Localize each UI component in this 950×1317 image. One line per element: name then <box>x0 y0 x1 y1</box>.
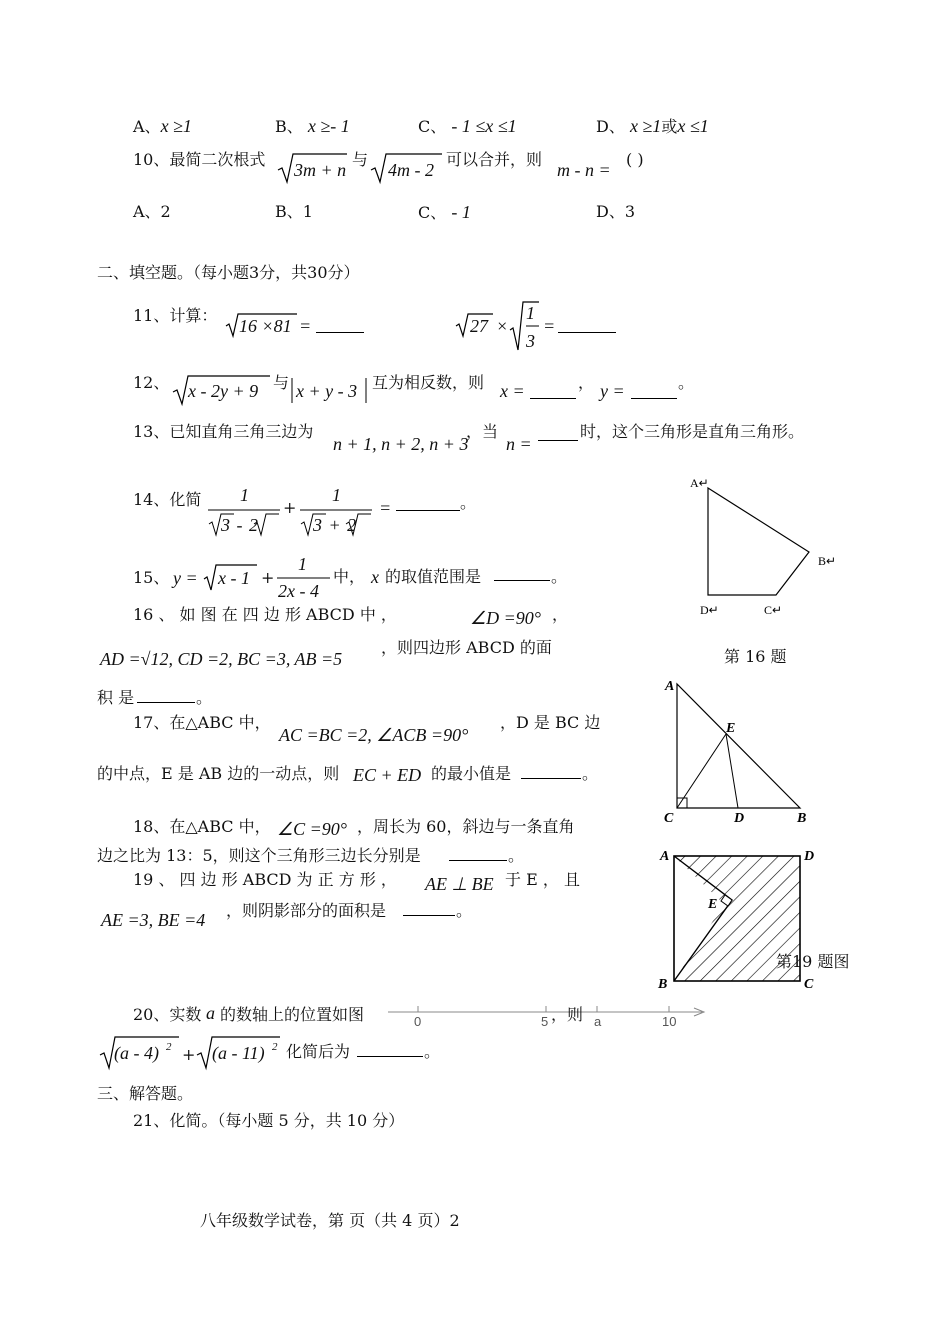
q17-text2: ，D 是 BC 边 <box>500 713 601 732</box>
q10-suffix: 可以合并，则 <box>446 150 543 169</box>
q14-answer-blank[interactable] <box>396 496 460 511</box>
q16-answer-blank[interactable] <box>137 688 195 703</box>
q10-radicand-1: 3m + n <box>294 160 347 180</box>
q13-text2: ，当 <box>466 422 499 441</box>
q16-caption: 第 16 题 <box>724 647 787 666</box>
q10-answer-paren: ( ) <box>626 150 644 169</box>
q18-line2: 边之比为 13：5，则这个三角形三边长分别是 <box>97 846 421 865</box>
q11-times: × <box>496 316 509 336</box>
q16-text: ，则四边形 ABCD 的面 <box>381 638 552 657</box>
q20-sup-1: 2 <box>166 1041 172 1053</box>
q21-heading: 21、化简。（每小题 5 分，共 10 分） <box>133 1111 405 1130</box>
q16-line3: 积 是 <box>97 688 135 707</box>
number-line-label-0: 0 <box>414 1014 422 1029</box>
vertex-label-c: C <box>804 977 814 992</box>
q14-end: 。 <box>460 493 477 512</box>
q14-equals: = <box>379 498 392 518</box>
q11-equals-2: = <box>543 316 556 336</box>
q16-end: 。 <box>196 688 213 707</box>
q18-text1: 18、在△ABC 中， <box>133 817 271 836</box>
q20-var-a: a <box>206 1003 215 1023</box>
q13-text3: 时，这个三角形是直角三角形。 <box>580 422 805 441</box>
q12-label: 12、 <box>133 373 170 392</box>
segment-ed <box>726 734 738 808</box>
q17-expr: EC + ED <box>353 765 422 785</box>
q16-comma: ， <box>552 605 569 624</box>
q12-end: 。 <box>678 373 695 392</box>
q15-answer-blank[interactable] <box>494 566 550 581</box>
q13-answer-blank[interactable] <box>538 426 578 441</box>
q15-frac-den: 2x - 4 <box>278 581 319 601</box>
q13-n-eq: n = <box>506 434 532 454</box>
q17-line2a: 的中点，E 是 AB 边的一动点，则 <box>97 764 340 783</box>
q20-text2: 的数轴上的位置如图 <box>220 1005 365 1024</box>
q19-text2: 于 E ， 且 <box>505 870 580 889</box>
point-label-e: E <box>708 897 718 912</box>
q15-frac-num: 1 <box>298 554 307 574</box>
q18-end: 。 <box>508 846 525 865</box>
page-footer: 八年级数学试卷，第 页（共 4 页）2 <box>200 1211 460 1230</box>
triangle-abc <box>677 684 800 808</box>
q12-mid: 与 <box>273 373 290 392</box>
q20-text4: 化简后为 <box>286 1042 351 1061</box>
q17-answer-blank[interactable] <box>521 764 581 779</box>
q16-quadrilateral-figure <box>690 475 840 620</box>
q9-option-b: B、 x ≥- 1 <box>275 116 350 136</box>
q18-text2: ，周长为 60，斜边与一条直角 <box>357 817 575 836</box>
q20-answer-blank[interactable] <box>357 1042 423 1057</box>
q10-expr: m - n = <box>557 160 611 180</box>
q20-plus: + <box>182 1045 196 1064</box>
q18-angle: ∠C =90° <box>277 819 347 839</box>
q11-answer-blank-1[interactable] <box>316 318 364 333</box>
q16-given: AD =√12, CD =2, BC =3, AB =5 <box>100 649 343 669</box>
vertex-label-a: A <box>660 849 670 864</box>
vertex-label-b: B↵ <box>818 554 837 568</box>
q10-option-c: C、 - 1 <box>418 202 471 222</box>
vertex-label-c: C↵ <box>764 603 783 617</box>
q11-radical-3 <box>509 300 541 352</box>
q12-y-eq: y = <box>600 381 625 401</box>
q17-line2b: 的最小值是 <box>431 764 512 783</box>
q11-label: 11、计算： <box>133 306 218 325</box>
q17-end: 。 <box>582 764 599 783</box>
q14-plus: + <box>283 498 297 517</box>
vertex-label-d: D <box>804 849 815 864</box>
q14-num-1: 1 <box>240 485 249 505</box>
vertex-label-a: A <box>665 679 675 694</box>
q10-option-a: A、2 <box>133 202 171 221</box>
q10-option-b: B、1 <box>275 202 313 221</box>
q14-den-2: 3 + 2 <box>313 515 358 535</box>
q15-text2: 的取值范围是 <box>385 567 482 586</box>
q9-option-d: D、 x ≥1或x ≤1 <box>596 116 709 136</box>
q20-text1: 20、实数 <box>133 1005 202 1024</box>
q14-num-2: 1 <box>332 485 341 505</box>
q19-condition: AE ⊥ BE <box>425 874 494 894</box>
q19-given: AE =3, BE =4 <box>101 910 206 930</box>
q20-text3: ，则 <box>551 1005 584 1024</box>
q12-x-blank[interactable] <box>530 384 576 399</box>
q19-text3: ，则阴影部分的面积是 <box>226 901 387 920</box>
q12-comma: ， <box>578 373 595 392</box>
q15-y-eq: y = <box>173 568 198 588</box>
point-label-e: E <box>726 721 736 736</box>
q12-x-eq: x = <box>500 381 525 401</box>
number-line-label-5: 5 <box>541 1014 549 1029</box>
q11-frac-num: 1 <box>526 303 535 323</box>
q19-text1: 19 、 四 边 形 ABCD 为 正 方 形 ， <box>133 870 397 889</box>
section-3-heading: 三、解答题。 <box>97 1084 194 1103</box>
q19-answer-blank[interactable] <box>403 901 455 916</box>
q20-sup-2: 2 <box>272 1041 278 1053</box>
vertex-label-a: A↵ <box>690 476 709 490</box>
point-label-d: D <box>734 811 745 826</box>
q20-expr-1: (a - 4) <box>114 1043 159 1063</box>
q9-option-a: A、x ≥1 <box>133 116 192 136</box>
q12-text: 互为相反数，则 <box>372 373 485 392</box>
number-line-label-a: a <box>594 1014 602 1029</box>
q17-text1: 17、在△ABC 中， <box>133 713 271 732</box>
q18-answer-blank[interactable] <box>449 846 507 861</box>
q9-option-c: C、 - 1 ≤x ≤1 <box>418 116 517 136</box>
q15-x: x <box>371 567 379 587</box>
q13-text1: 13、已知直角三角三边为 <box>133 422 314 441</box>
q17-triangle-figure <box>660 672 820 832</box>
q15-frac-bar <box>276 576 332 580</box>
q17-condition: AC =BC =2, ∠ACB =90° <box>279 725 469 745</box>
q11-answer-blank-2[interactable] <box>558 318 616 333</box>
q11-frac-den: 3 <box>526 331 535 351</box>
q10-radicand-2: 4m - 2 <box>388 160 434 180</box>
segment-ce <box>677 734 726 808</box>
q11-equals-1: = <box>299 316 312 336</box>
q13-sides: n + 1, n + 2, n + 3 <box>333 434 469 454</box>
vertex-label-c: C <box>664 811 674 826</box>
q20-end: 。 <box>424 1042 441 1061</box>
number-line-label-10: 10 <box>662 1014 677 1029</box>
q16-line1: 16 、 如 图 在 四 边 形 ABCD 中 ， <box>133 605 397 624</box>
q10-mid: 与 <box>352 150 369 169</box>
vertex-label-b: B <box>797 811 807 826</box>
q10-prefix: 10、最简二次根式 <box>133 150 266 169</box>
q16-angle: ∠D =90° <box>470 608 541 628</box>
vertex-label-d: D↵ <box>700 603 719 617</box>
quadrilateral-abcd <box>708 488 809 595</box>
section-2-heading: 二、填空题。（每小题3分，共30分） <box>97 263 360 282</box>
q11-radicand-1: 16 ×81 <box>239 316 292 336</box>
q15-text: 中， <box>333 567 366 586</box>
q12-radicand: x - 2y + 9 <box>188 381 259 401</box>
q10-option-d: D、3 <box>596 202 636 221</box>
q19-caption: 第19 题图 <box>776 952 850 971</box>
q12-abs-expr: x + y - 3 <box>296 381 358 401</box>
vertex-label-b: B <box>658 977 668 992</box>
q15-radicand: x - 1 <box>218 568 250 588</box>
q12-y-blank[interactable] <box>631 384 677 399</box>
q11-radicand-2: 27 <box>470 316 488 336</box>
q15-plus: + <box>261 568 275 587</box>
q14-den-1: 3 - 2 <box>221 515 259 535</box>
q15-end: 。 <box>551 567 568 586</box>
q19-end: 。 <box>456 901 473 920</box>
q14-label: 14、化简 <box>133 490 202 509</box>
q15-label: 15、 <box>133 568 170 587</box>
q20-expr-2: (a - 11) <box>212 1043 265 1063</box>
